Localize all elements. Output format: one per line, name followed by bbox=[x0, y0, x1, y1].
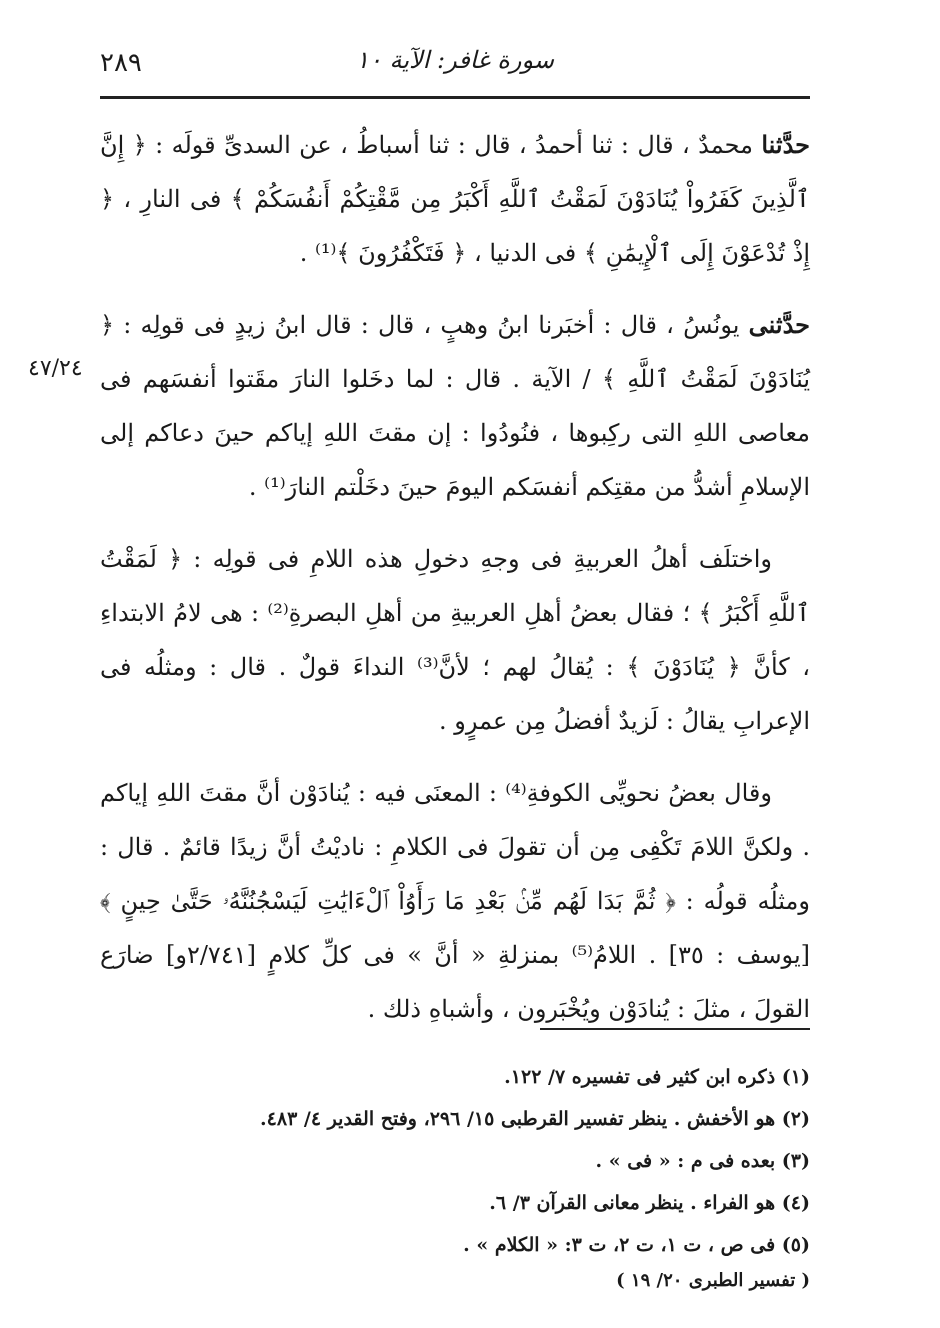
paragraph-3-text: واختلَف أهلُ العربيةِ فى وجهِ دخولِ هذه اللامِ فى قولِه : ﴿ لَمَقْتُ ٱللَّهِ أَكْبَرُ ﴾ ؛ فقال بعضُ أهلِ العربيةِ من أهلِ البصرةِ⁽²⁾ : هى لامُ الابتداءِ ، كأنَّ ﴿ يُنَادَوْنَ ﴾ : يُقالُ لهم ؛ لأنَّ⁽³⁾ النداءَ قولٌ . قال : ومثلُه فى الإعرابِ يقالُ : لَزيدٌ أفضلُ مِن عمرٍو . bbox=[100, 545, 811, 735]
page-number: ٢٨٩ bbox=[100, 48, 142, 78]
paragraph-2-text: يونُسُ ، قال : أخبَرنا ابنُ وهبٍ ، قال : قال ابنُ زيدٍ فى قولِه : ﴿ يُنَادَوْنَ لَمَقْتُ ٱللَّهِ ﴾ / الآية . قال : لما دخَلوا النارَ مقَتوا أنفسَهم فى معاصى اللهِ التى ركِبوها ، فنُودُوا : إن مقتَ اللهِ إياكم حينَ دعاكم إلى الإسلامِ أشدُّ من مقتِكم أنفسَكم اليومَ حينَ دخَلْتم النارَ⁽¹⁾ . bbox=[100, 311, 810, 501]
margin-reference: ٤٧/٢٤ bbox=[28, 356, 83, 381]
footnotes bbox=[100, 1056, 810, 1266]
main-text bbox=[100, 118, 810, 1054]
footnote-rule bbox=[540, 1028, 810, 1030]
paragraph-4 bbox=[100, 766, 810, 1036]
paragraph-1 bbox=[100, 118, 810, 280]
header-rule bbox=[100, 96, 810, 99]
paragraph-1-lead: حدَّثنا bbox=[761, 130, 810, 159]
footnote-1: (١) ذكره ابن كثير فى تفسيره ٧/ ١٢٢. bbox=[504, 1066, 810, 1088]
paragraph-2-lead: حدَّثنى bbox=[748, 310, 810, 339]
footnote-2: (٢) هو الأخفش . ينظر تفسير القرطبى ١٥/ ٢٩٦، وفتح القدير ٤/ ٤٨٣. bbox=[260, 1108, 810, 1130]
running-title: سورة غافر: الآية ١٠ bbox=[356, 46, 554, 74]
footnote-3: (٣) بعده فى م : « فى » . bbox=[595, 1150, 810, 1172]
volume-signature: ( تفسير الطبرى ٢٠/ ١٩ ) bbox=[616, 1270, 810, 1291]
paragraph-1-text: محمدٌ ، قال : ثنا أحمدُ ، قال : ثنا أسباطُ ، عن السدىِّ قولَه : ﴿ إِنَّ ٱلَّذِينَ كَفَرُواْ يُنَادَوْنَ لَمَقْتُ ٱللَّهِ أَكْبَرُ مِن مَّقْتِكُمْ أَنفُسَكُمْ ﴾ فى النارِ ، ﴿ إِذْ تُدْعَوْنَ إِلَى ٱلْإِيمَٰنِ ﴾ فى الدنيا ، ﴿ فَتَكْفُرُونَ ﴾⁽¹⁾ . bbox=[100, 131, 810, 267]
paragraph-4-text: وقال بعضُ نحويِّى الكوفةِ⁽⁴⁾ : المعنَى فيه : يُنادَوْن أنَّ مقتَ اللهِ إياكم . ولكنَّ اللامَ تَكْفِى مِن أن تقولَ فى الكلامِ : ناديْتُ أنَّ زيدًا قائمٌ . قال : ومثلُه قولُه : ﴿ ثُمَّ بَدَا لَهُم مِّنۢ بَعْدِ مَا رَأَوُاْ ٱلْءَايَٰتِ لَيَسْجُنُنَّهُۥ حَتَّىٰ حِينٍ ﴾ [يوسف : ٣٥] . اللامُ⁽⁵⁾ بمنزلةِ « أنَّ » فى كلِّ كلامٍ [٢/٧٤١و] ضارَع القولَ ، مثلَ : يُنادَوْن ويُخْبَرون ، وأشباهِ ذلك . bbox=[100, 779, 811, 1023]
paragraph-3 bbox=[100, 532, 810, 748]
page-header bbox=[100, 42, 810, 92]
footnote-5: (٥) فى ص ، ت ١، ت ٢، ت ٣: « الكلام » . bbox=[463, 1234, 810, 1256]
footnote-4: (٤) هو الفراء . ينظر معانى القرآن ٣/ ٦. bbox=[489, 1192, 810, 1214]
paragraph-2 bbox=[100, 298, 810, 514]
